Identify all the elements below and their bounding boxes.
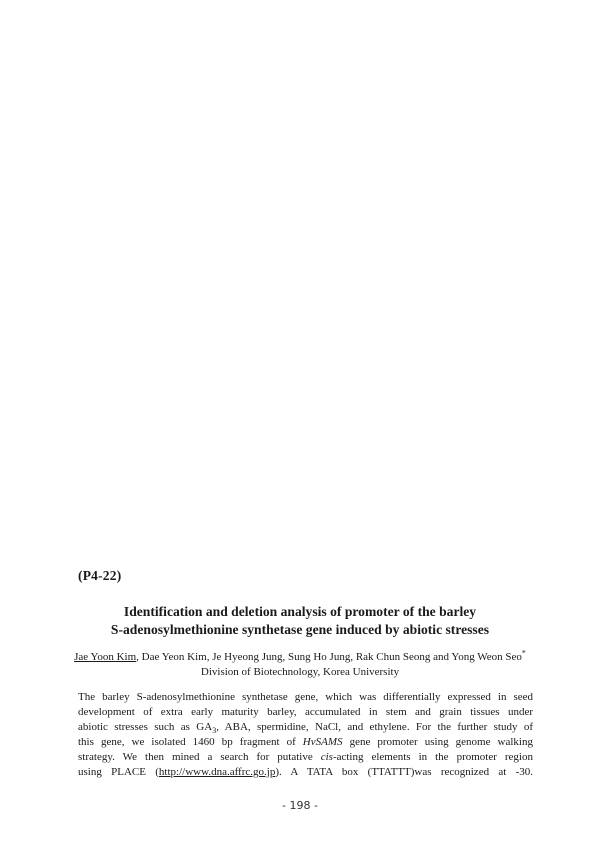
page-number: - 198 - xyxy=(282,799,318,812)
abstract-line-5 xyxy=(78,750,533,765)
subscript: 3 xyxy=(212,726,217,736)
co-authors: , Dae Yeon Kim, Je Hyeong Jung, Sung Ho Jung, Rak Chun Seong and Yong Weon Seo xyxy=(136,651,522,663)
abstract-line-1: The barley S-adenosylmethionine synthetase gene, which was differentially expressed in seed xyxy=(78,691,533,703)
corresponding-author-mark: * xyxy=(521,648,526,658)
abstract-text: abiotic stresses such as GA xyxy=(78,721,213,733)
affiliation: Division of Biotechnology, Korea University xyxy=(200,666,400,678)
abstract-body xyxy=(78,690,533,780)
abstract-line-3 xyxy=(78,720,533,735)
abstract-text: using PLACE ( xyxy=(78,766,159,778)
cis-term: cis xyxy=(320,751,333,763)
abstract-line-4 xyxy=(78,735,533,750)
poster-code: (P4-22) xyxy=(78,568,122,583)
abstract-line-6 xyxy=(78,765,533,780)
abstract-text: strategy. We then mined a search for putative xyxy=(78,751,321,763)
place-url-link[interactable]: http://www.dna.affrc.go.jp xyxy=(158,766,276,778)
title-line-2: S-adenosylmethionine synthetase gene induced by abiotic stresses xyxy=(110,622,490,637)
title-line-1: Identification and deletion analysis of promoter of the barley xyxy=(123,604,477,619)
abstract-text: this gene, we isolated 1460 bp fragment of xyxy=(78,736,303,748)
author-list xyxy=(40,650,560,665)
abstract-text: gene promoter using genome walking xyxy=(342,736,533,748)
paper-title xyxy=(40,603,560,639)
gene-name: HvSAMS xyxy=(302,736,343,748)
abstract-text: ). A TATA box (TTATTT)was recognized at -30. xyxy=(275,766,534,778)
abstract-text: -acting elements in the promoter region xyxy=(332,751,533,763)
abstract-line-2: development of extra early maturity barley, accumulated in stem and grain tissues under xyxy=(78,706,533,718)
presenting-author: Jae Yoon Kim xyxy=(74,651,137,663)
author-block xyxy=(40,650,560,680)
abstract-text: , ABA, spermidine, NaCl, and ethylene. For the further study of xyxy=(216,721,533,733)
